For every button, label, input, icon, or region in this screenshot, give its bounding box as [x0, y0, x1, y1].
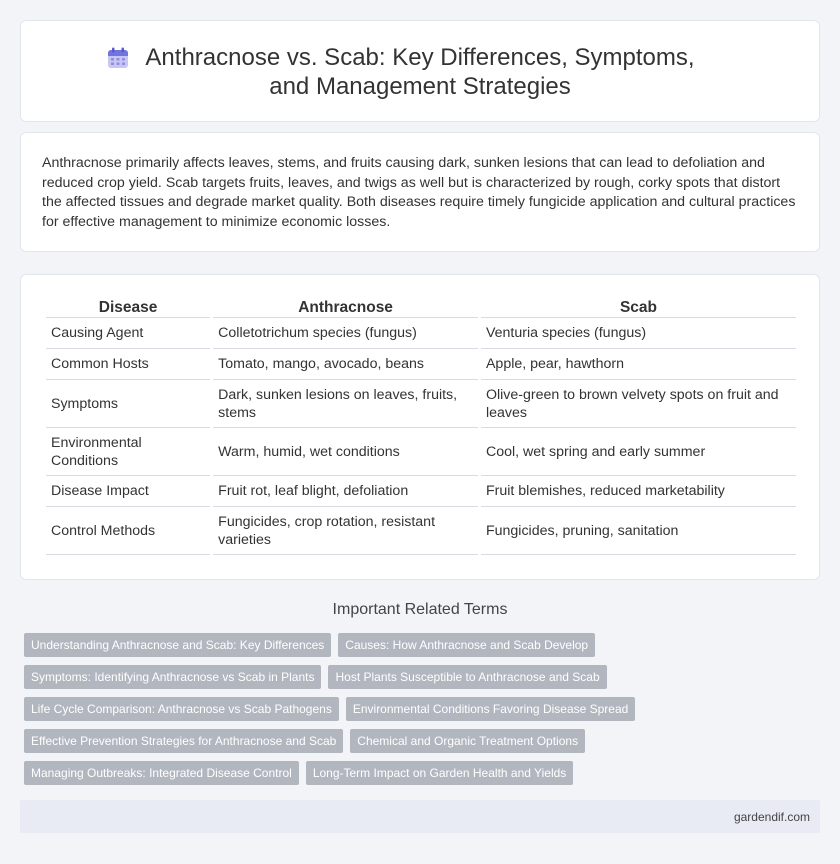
related-term-tag[interactable]: Understanding Anthracnose and Scab: Key Differences	[24, 633, 331, 657]
related-terms-heading: Important Related Terms	[332, 601, 508, 618]
table-cell: Colletotrichum species (fungus)	[213, 318, 478, 349]
table-header-anthracnose: Anthracnose	[213, 297, 478, 318]
table-cell: Fungicides, pruning, sanitation	[481, 507, 796, 555]
table-row	[46, 318, 796, 349]
related-term-tag[interactable]: Chemical and Organic Treatment Options	[350, 729, 585, 753]
table-cell: Fungicides, crop rotation, resistant varieties	[213, 507, 478, 555]
table-cell: Cool, wet spring and early summer	[481, 428, 796, 476]
table-cell: Venturia species (fungus)	[481, 318, 796, 349]
related-term-tag[interactable]: Environmental Conditions Favoring Disease Spread	[346, 697, 635, 721]
related-terms-list	[24, 633, 814, 793]
comparison-table	[43, 297, 799, 555]
table-cell: Olive-green to brown velvety spots on fruit and leaves	[481, 380, 796, 428]
table-header-row	[46, 297, 796, 318]
table-cell: Fruit rot, leaf blight, defoliation	[213, 476, 478, 507]
related-term-tag[interactable]: Symptoms: Identifying Anthracnose vs Scab in Plants	[24, 665, 321, 689]
table-cell: Warm, humid, wet conditions	[213, 428, 478, 476]
page-title: Anthracnose vs. Scab: Key Differences, Symptoms, and Management Strategies	[145, 44, 695, 100]
related-term-tag[interactable]: Effective Prevention Strategies for Anthracnose and Scab	[24, 729, 343, 753]
intro-card	[20, 132, 820, 252]
intro-paragraph: Anthracnose primarily affects leaves, stems, and fruits causing dark, sunken lesions that can lead to defoliation and reduced crop yield. Scab targets fruits, leaves, and twigs as well but is characterized by rough, corky spots that distort the affected tissues and degrade market quality. Both diseases require timely fungicide application and cultural practices for effective management to minimize economic losses.	[42, 155, 796, 230]
table-cell: Symptoms	[46, 380, 210, 428]
table-cell: Common Hosts	[46, 349, 210, 380]
table-header-disease: Disease	[46, 297, 210, 318]
table-row	[46, 349, 796, 380]
table-row	[46, 507, 796, 555]
table-row	[46, 380, 796, 428]
table-cell: Fruit blemishes, reduced marketability	[481, 476, 796, 507]
table-row	[46, 428, 796, 476]
table-cell: Causing Agent	[46, 318, 210, 349]
table-cell: Environmental Conditions	[46, 428, 210, 476]
table-cell: Control Methods	[46, 507, 210, 555]
title-card	[20, 20, 820, 122]
table-cell: Tomato, mango, avocado, beans	[213, 349, 478, 380]
table-cell: Disease Impact	[46, 476, 210, 507]
footer-bar	[20, 800, 820, 833]
related-term-tag[interactable]: Managing Outbreaks: Integrated Disease Control	[24, 761, 299, 785]
related-term-tag[interactable]: Host Plants Susceptible to Anthracnose and Scab	[328, 665, 606, 689]
comparison-table-card	[20, 274, 820, 580]
related-term-tag[interactable]: Long-Term Impact on Garden Health and Yields	[306, 761, 573, 785]
related-term-tag[interactable]: Life Cycle Comparison: Anthracnose vs Scab Pathogens	[24, 697, 339, 721]
related-term-tag[interactable]: Causes: How Anthracnose and Scab Develop	[338, 633, 595, 657]
table-row	[46, 476, 796, 507]
footer-site-link[interactable]: gardendif.com	[733, 810, 810, 824]
table-header-scab: Scab	[481, 297, 796, 318]
table-cell: Dark, sunken lesions on leaves, fruits, stems	[213, 380, 478, 428]
table-cell: Apple, pear, hawthorn	[481, 349, 796, 380]
